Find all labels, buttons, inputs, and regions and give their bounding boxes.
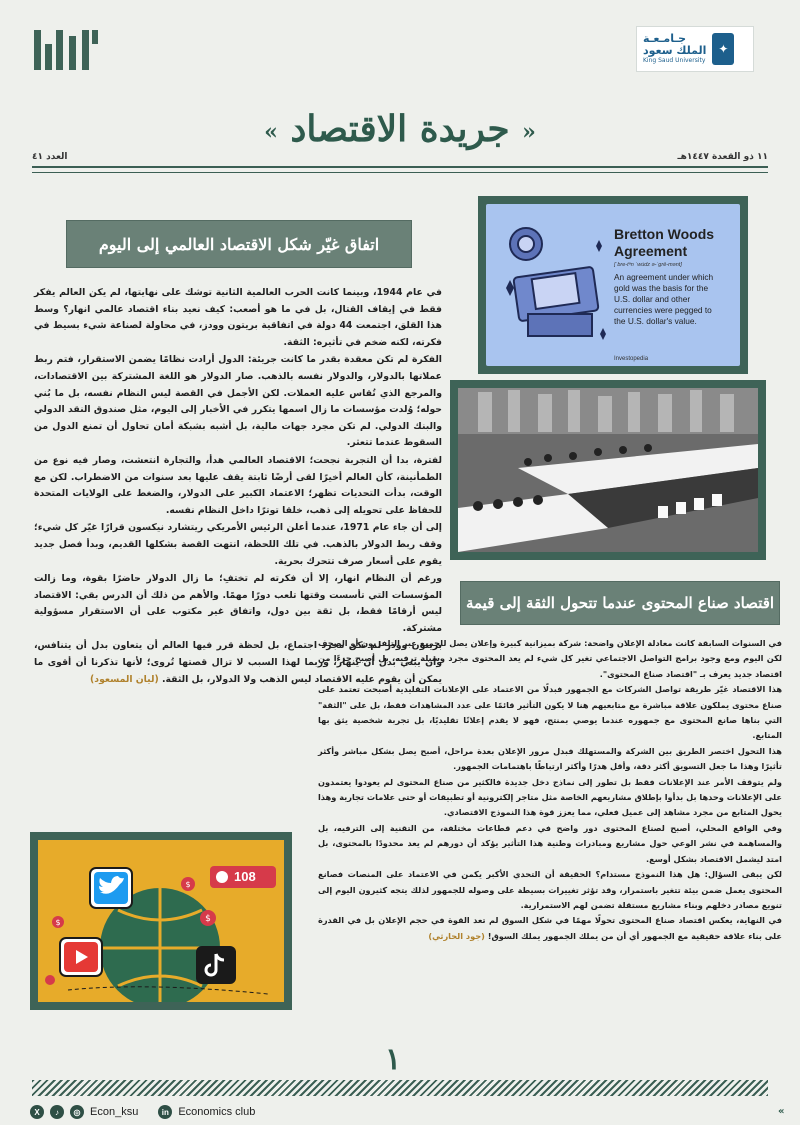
issue-date: ١١ ذو القعدة ١٤٤٧هـ [677,152,768,162]
article2-paragraph: لكن يبقى السؤال: هل هذا النموذج مستدام؟ الحقيقة أن التحدي الأكبر يكمن في الاعتماد على المنصات فصانع المحتوى يعمل ضمن بيئة تتغير باستمرار، وقد تؤثر تغييرات بسيطة على وصوله للجمهور لذلك يتجه كثيرون اليوم إلى تنويع مصادر دخلهم وبناء مشاريع مستقلة تضمن لهم الاستمرارية. [318,869,782,910]
article1-title: اتفاق غيّر شكل الاقتصاد العالمي إلى اليوم [66,220,412,268]
bretton-card-source: Investopedia [614,356,649,362]
university-logo [636,26,754,72]
tiktok-icon[interactable]: ♪ [50,1105,64,1119]
bretton-card-definition: An agreement under which gold was the basis for the U.S. dollar and other currencies were pegged to the U.S. dollar's value. [614,272,714,326]
instagram-icon[interactable]: ◎ [70,1105,84,1119]
footer-quote-icon: « [778,1106,785,1117]
bretton-woods-image [478,196,748,374]
footer-hatch [32,1080,768,1096]
article1-paragraph: لفترة، بدا أن التجربة نجحت؛ الاقتصاد العالمي هدأ، والتجارة انتعشت، وصار فيه نوع من الطمأنينة، كأن العالم أخيرًا لقى أرضًا ثابتة يقف عليها بعد سنوات من الاضطراب. لكن مع الوقت، بدأت التحديات تظهر؛ الاعتماد الكبير على الدولار، والضغط على الولايات المتحدة للحفاظ على تحويله إلى ذهب، خلقا توترًا داخل النظام نفسه. [34,454,442,516]
bretton-card-title: Bretton Woods Agreement [614,226,715,259]
footer-bar [30,1104,255,1120]
x-icon[interactable]: X [30,1105,44,1119]
university-name-en: King Saud University [643,57,706,64]
article2-paragraph: في السنوات السابقة كانت معادلة الإعلان واضحة: شركة بميزانية كبيرة وإعلان يصل للجميع عبر التلفزيون أو الصحف لكن اليوم ومع وجود برامج التواصل الاجتماعي تغير كل شيء لم يعد المحتوى مجرد وسيلة ترفيه، بل أصبح جزءًا من اقتصاد جديد يعرف بـ "اقتصاد صناع المحتوى". [317,638,782,679]
article2-paragraph: ولم يتوقف الأمر عند الإعلانات فقط بل تطور إلى نماذج دخل جديدة فالكثير من صناع المحتوى لم يعودوا يعتمدون على الإعلانات وحدها بل بدأوا بإطلاق مشاريعهم الخاصة مثل متاجر إلكترونية أو تطبيقات أو حتى علامات تجارية وهذا يحول المتابع من مجرد مشاهد إلى عميل فعلي، مما يعزز قوة هذا النموذج الاقتصادي. [318,776,782,818]
article2-author: (جود الحارثي) [428,930,485,941]
article1-body [34,285,442,689]
footer-club[interactable]: Economics club [178,1106,256,1118]
article2-body [318,636,782,944]
header-rule-thin [32,172,768,173]
university-name-line1: جـامـعـة [643,32,687,45]
article1-paragraph: ورغم أن النظام انهار، إلا أن فكرته لم تختفِ؛ ما زال الدولار حاضرًا بقوة، وما زالت المؤسسات التي تأسست وقتها تلعب دورًا مهمًا. والأهم من ذلك أن الدرس بقي: الاقتصاد ليس أرقامًا فقط، بل ثقة بين دول، واتفاق غير مكتوب على أن الاستقرار مسؤولية مشتركة. [34,573,442,634]
svg-text:$: $ [185,880,191,889]
social-media-image [30,832,292,1010]
gold-bars-icon [496,214,616,366]
footer-handle[interactable]: Econ_ksu [90,1106,139,1118]
article1-author: (ليان المسعود) [90,673,159,685]
conference-photo [450,380,766,560]
conference-hall-illustration [458,388,758,552]
linkedin-icon[interactable]: in [158,1105,172,1119]
palm-seal-icon: ✦ [712,33,734,65]
svg-text:$: $ [55,918,61,927]
article2-paragraph: وفي الواقع المحلي، أصبح لصناع المحتوى دور واضح في دعم قطاعات مختلفة، من التقنية إلى الترفيه، بل والمساهمة في نشر الوعي حول مشاريع ومبادرات وطنية هذا التأثير يؤكد أن دورهم لم يعد محدودًا بالمحتوى، بل امتد ليشمل الاقتصاد بشكل أوسع. [318,822,782,864]
university-name-line2: الملك سعود [643,44,707,57]
club-logo [32,26,100,74]
article1-paragraph: إلى أن جاء عام 1971، عندما أعلن الرئيس الأمريكي ريتشارد نيكسون قرارًا غيّر كل شيء؛ وقف ربط الدولار بالذهب. في تلك اللحظة، انتهت القصة بشكلها القديم، وبدأ فصل جديد يقوم على أسعار صرف تتحرك بحرية. [34,522,442,567]
article2-paragraph: هذا الاقتصاد غيّر طريقة تواصل الشركات مع الجمهور فبدلًا من الاعتماد على الإعلانات التقليدية أصبحت تعتمد على صناع محتوى يملكون علاقة مباشرة مع متابعيهم هنا لا يكون التأثير قائمًا على عدد المشاهدات فقط، بل على "الثقة" التي بناها صانع المحتوى مع جمهوره عندما يوصي بمنتج، فهو لا يقدم إعلانًا تقليديًا، بل تجربة شخصية يثق بها المتابع. [318,684,782,741]
article1-paragraph: الفكرة لم تكن معقدة بقدر ما كانت جريئة: الدول أرادت نظامًا يضمن الاستقرار، فتم ربط عملاتها بالدولار، والدولار نفسه بالذهب. صار الدولار هو اللغة المشتركة بين الاقتصادات، والمرجع الذي تُقاس عليه العملات. لكن الأجمل في القصة ليس النظام نفسه، بل ما بُني حوله؛ وُلدت مؤسسات ما زال اسمها يتكرر في الأخبار إلى اليوم، مثل صندوق النقد الدولي والبنك الدولي. لم تكن مجرد جهات مالية، بل أشبه بشبكة أمان تحاول أن تمنع الدول من السقوط عندما تتعثر. [34,354,442,449]
article2-paragraph: هذا التحول اختصر الطريق بين الشركة والمستهلك فبدل مرور الإعلان بعدة مراحل، أصبح يصل بشكل مباشر وأكثر تأثيرًا وهذا ما جعل التسويق أكثر دقة، وأقل هدرًا وأكثر ارتباطًا باهتمامات الجمهور. [318,745,782,772]
page-number: ١ [385,1042,402,1077]
article2-paragraph: في النهاية، يعكس اقتصاد صناع المحتوى تحولًا مهمًا في شكل السوق لم تعد القوة في حجم الإعلان بل في القدرة على بناء علاقة حقيقية مع الجمهور أي أن من يملك الجمهور يملك السوق! (جود الحارثي) [318,915,782,941]
bretton-card-pronunciation: [ˈbre-tᵊn ˈwu̇dz ə-ˈgrē-mənt] [614,262,682,268]
article2-title: اقتصاد صناع المحتوى عندما تتحول الثقة إلى قيمة [460,581,780,625]
notification-badge: 108 [234,869,256,884]
article1-paragraph: في عام 1944، وبينما كانت الحرب العالمية الثانية توشك على نهايتها، لم يكن العالم يفكر فقط في إيقاف القتال، بل في ما هو أصعب: كيف نعيد بناء اقتصاد عالمي انهار؟ وسط هذا القلق، اجتمعت 44 دولة في اتفاقية بريتون وودز، في محاولة لصناعة شيء بسيط في فكرته، لكنه ضخم في تأثيره: الثقة. [34,287,443,348]
article1-paragraph: بريتون وودز لم تكن مجرد اجتماع، بل لحظة قرر فيها العالم أن يتعاون بدل أن يتنافس، وأن يبني بدل أن ينهار، وربما لهذا السبب لا تزال قصتها تُروى؛ لأنها تذكرنا أن أقوى ما يمكن أن يقوم عليه الاقتصاد ليس الذهب ولا الدولار، بل الثقة. (ليان المسعود) [34,640,442,685]
social-globe-illustration [38,840,284,1002]
issue-number: العدد ٤١ [32,152,68,162]
svg-text:$: $ [205,914,211,924]
newspaper-title: « جريدة الاقتصاد » [264,108,536,150]
header-rule [32,166,768,168]
